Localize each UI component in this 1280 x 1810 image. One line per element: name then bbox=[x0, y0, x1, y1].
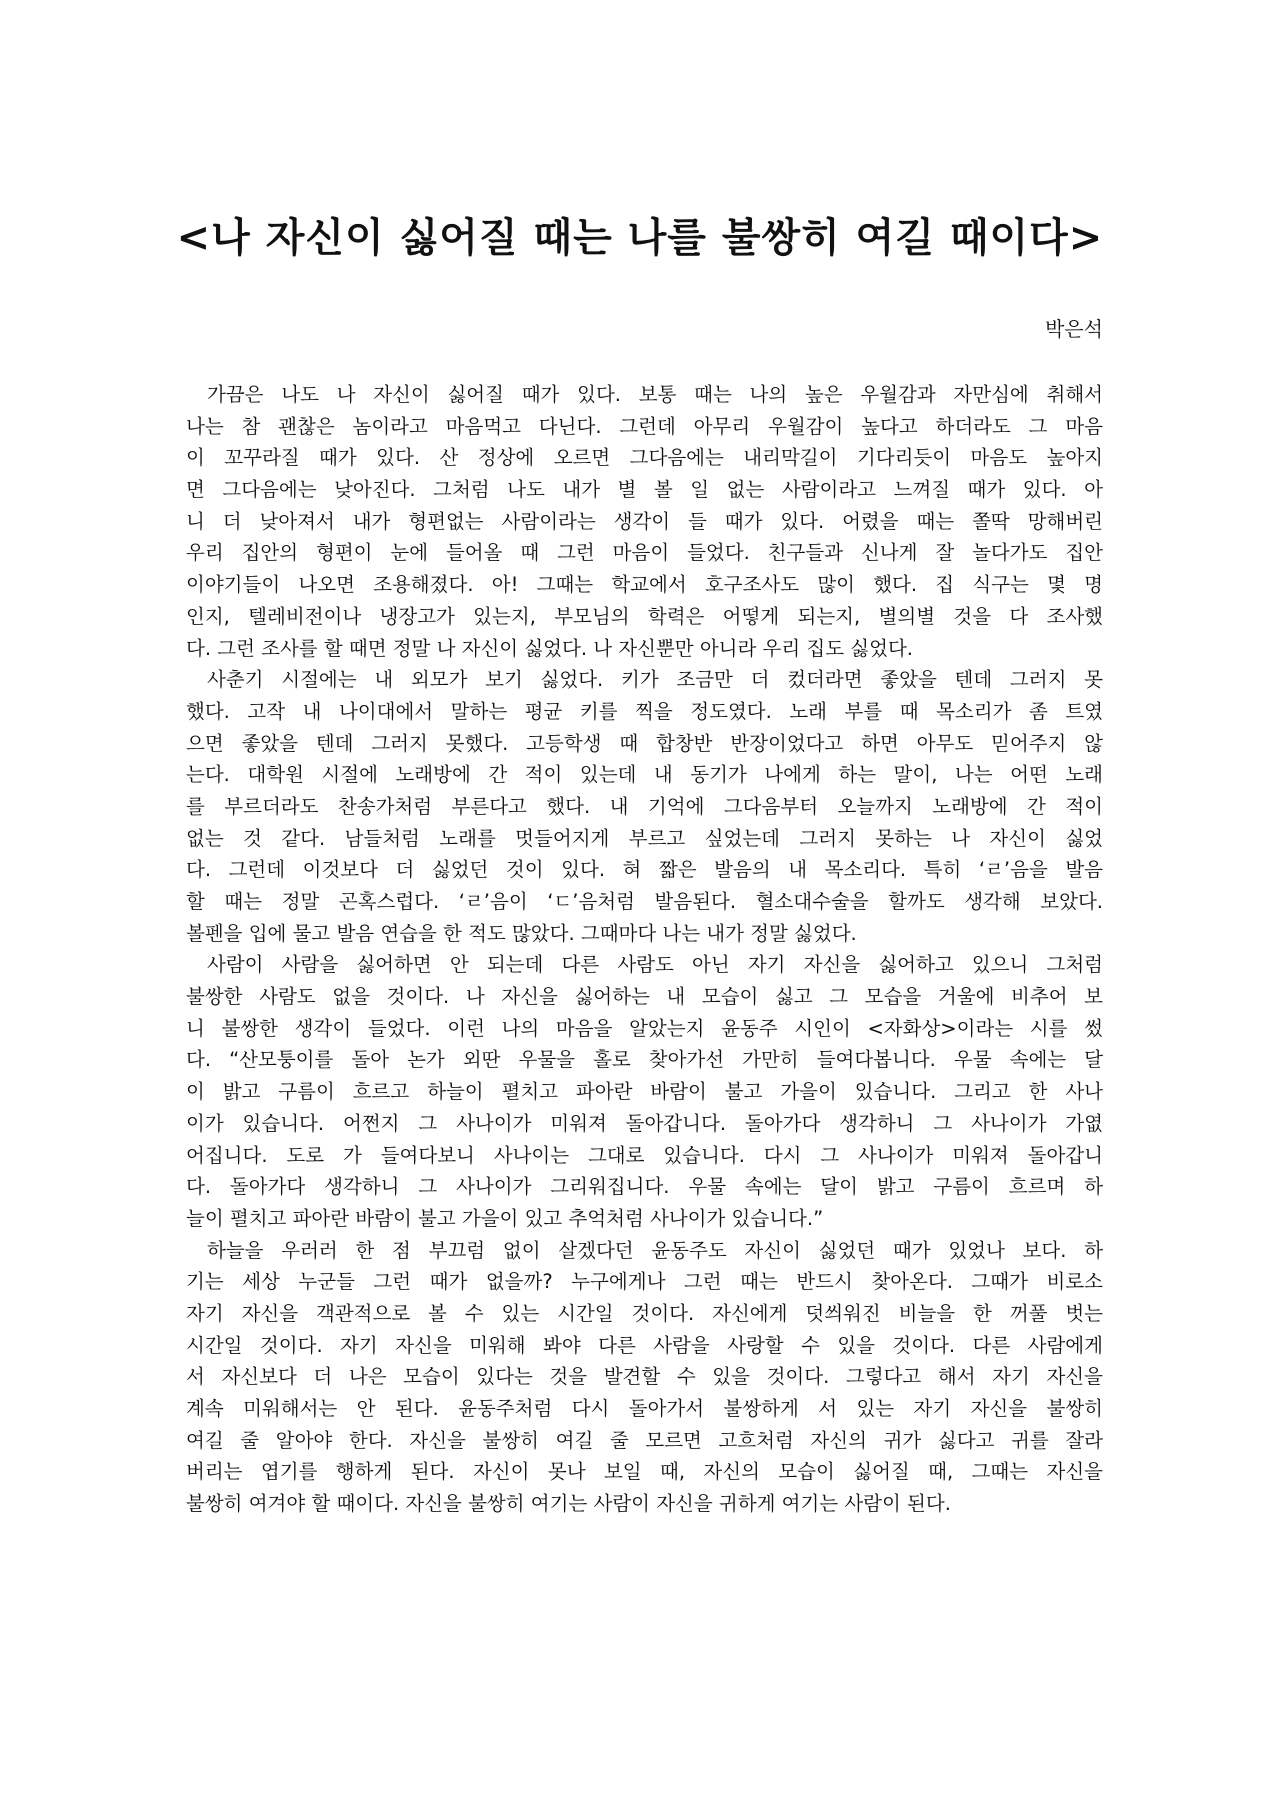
text-line: 가끔은 나도 나 자신이 싫어질 때가 있다. 보통 때는 나의 높은 우월감과 자만심에 취해서 bbox=[207, 383, 1103, 406]
text-line: 할 때는 정말 곤혹스럽다. ‘ㄹ’음이 ‘ㄷ’음처럼 발음된다. 혈소대수술을 할까도 생각해 보았다. bbox=[186, 890, 1103, 913]
text-line: 시간일 것이다. 자기 자신을 미워해 봐야 다른 사람을 사랑할 수 있을 것이다. 다른 사람에게 bbox=[186, 1333, 1103, 1357]
text-line: 불쌍히 여겨야 할 때이다. 자신을 불쌍히 여기는 사람이 자신을 귀하게 여기는 사람이 된다. bbox=[186, 1492, 951, 1516]
text-line: 이 밝고 구름이 흐르고 하늘이 펼치고 파아란 바람이 불고 가을이 있습니다. 그리고 한 사나 bbox=[186, 1080, 1103, 1104]
text-line: 이 꼬꾸라질 때가 있다. 산 정상에 오르면 그다음에는 내리막길이 기다리듯이 마음도 높아지 bbox=[186, 446, 1103, 470]
paragraph bbox=[186, 1235, 1103, 1520]
text-line: 면 그다음에는 낮아진다. 그처럼 나도 내가 별 볼 일 없는 사람이라고 느껴질 때가 있다. 아 bbox=[186, 478, 1103, 502]
text-line: 없는 것 같다. 남들처럼 노래를 멋들어지게 부르고 싶었는데 그러지 못하는 나 자신이 싫었 bbox=[186, 826, 1103, 850]
text-line: 니 더 낮아져서 내가 형편없는 사람이라는 생각이 들 때가 있다. 어렸을 때는 쫄딱 망해버린 bbox=[186, 509, 1103, 533]
text-line: 하늘을 우러러 한 점 부끄럼 없이 살겠다던 윤동주도 자신이 싫었던 때가 있었나 보다. 하 bbox=[207, 1238, 1103, 1262]
text-line: 볼펜을 입에 물고 발음 연습을 한 적도 많았다. 그때마다 나는 내가 정말 싫었다. bbox=[186, 921, 857, 945]
text-line: 계속 미워해서는 안 된다. 윤동주처럼 다시 돌아가서 불쌍하게 서 있는 자기 자신을 불쌍히 bbox=[186, 1397, 1103, 1420]
text-line: 기는 세상 누군들 그런 때가 없을까? 누구에게나 그런 때는 반드시 찾아온다. 그때가 비로소 bbox=[186, 1270, 1103, 1294]
text-line: 서 자신보다 더 나은 모습이 있다는 것을 발견할 수 있을 것이다. 그렇다고 해서 자기 자신을 bbox=[186, 1365, 1103, 1389]
text-line: 으면 좋았을 텐데 그러지 못했다. 고등학생 때 합창반 반장이었다고 하면 아무도 믿어주지 않 bbox=[186, 731, 1103, 755]
text-line: 다. “산모퉁이를 돌아 논가 외딴 우물을 홀로 찾아가선 가만히 들여다봅니다. 우물 속에는 달 bbox=[186, 1048, 1103, 1072]
text-line: 를 부르더라도 찬송가처럼 부른다고 했다. 내 기억에 그다음부터 오늘까지 노래방에 간 적이 bbox=[186, 794, 1103, 818]
text-line: 다. 그런 조사를 할 때면 정말 나 자신이 싫었다. 나 자신뿐만 아니라 우리 집도 싫었다. bbox=[186, 636, 913, 660]
text-line: 다. 그런데 이것보다 더 싫었던 것이 있다. 혀 짧은 발음의 내 목소리다. 특히 ‘ㄹ’음을 발음 bbox=[186, 858, 1103, 882]
text-line: 여길 줄 알아야 한다. 자신을 불쌍히 여길 줄 모르면 고흐처럼 자신의 귀가 싫다고 귀를 잘라 bbox=[186, 1428, 1103, 1452]
text-line: 자기 자신을 객관적으로 볼 수 있는 시간일 것이다. 자신에게 덧씌워진 비늘을 한 꺼풀 벗는 bbox=[186, 1301, 1103, 1325]
paragraph bbox=[186, 379, 1103, 664]
text-line: 는다. 대학원 시절에 노래방에 간 적이 있는데 내 동기가 나에게 하는 말이, 나는 어떤 노래 bbox=[186, 763, 1103, 787]
text-line: 사춘기 시절에는 내 외모가 보기 싫었다. 키가 조금만 더 컸더라면 좋았을 텐데 그러지 못 bbox=[207, 668, 1103, 692]
text-line: 우리 집안의 형편이 눈에 들어올 때 그런 마음이 들었다. 친구들과 신나게 잘 놀다가도 집안 bbox=[186, 541, 1103, 565]
text-line: 불쌍한 사람도 없을 것이다. 나 자신을 싫어하는 내 모습이 싫고 그 모습을 거울에 비추어 보 bbox=[186, 985, 1103, 1009]
essay-body bbox=[186, 379, 1103, 1520]
text-line: 인지, 텔레비전이나 냉장고가 있는지, 부모님의 학력은 어떻게 되는지, 별의별 것을 다 조사했 bbox=[186, 604, 1103, 628]
text-line: 사람이 사람을 싫어하면 안 되는데 다른 사람도 아닌 자기 자신을 싫어하고 있으니 그처럼 bbox=[207, 953, 1103, 977]
text-line: 했다. 고작 내 나이대에서 말하는 평균 키를 찍을 정도였다. 노래 부를 때 목소리가 좀 트였 bbox=[186, 699, 1103, 723]
author-name: 박은석 bbox=[1045, 317, 1103, 341]
text-line: 이가 있습니다. 어쩐지 그 사나이가 미워져 돌아갑니다. 돌아가다 생각하니 그 사나이가 가엾 bbox=[186, 1111, 1103, 1135]
text-line: 나는 참 괜찮은 놈이라고 마음먹고 다닌다. 그런데 아무리 우월감이 높다고 하더라도 그 마음 bbox=[186, 414, 1103, 438]
text-line: 다. 돌아가다 생각하니 그 사나이가 그리워집니다. 우물 속에는 달이 밝고 구름이 흐르며 하 bbox=[186, 1175, 1103, 1199]
paragraph bbox=[186, 949, 1103, 1234]
text-line: 늘이 펼치고 파아란 바람이 불고 가을이 있고 추억처럼 사나이가 있습니다.” bbox=[186, 1206, 824, 1230]
text-line: 이야기들이 나오면 조용해졌다. 아! 그때는 학교에서 호구조사도 많이 했다. 집 식구는 몇 명 bbox=[186, 573, 1103, 597]
text-line: 어집니다. 도로 가 들여다보니 사나이는 그대로 있습니다. 다시 그 사나이가 미워져 돌아갑니 bbox=[186, 1143, 1103, 1167]
document-title: <나 자신이 싫어질 때는 나를 불쌍히 여길 때이다> bbox=[176, 214, 1104, 261]
paragraph bbox=[186, 664, 1103, 949]
text-line: 니 불쌍한 생각이 들었다. 이런 나의 마음을 알았는지 윤동주 시인이 <자화상>이라는 시를 썼 bbox=[186, 1016, 1103, 1040]
text-line: 버리는 엽기를 행하게 된다. 자신이 못나 보일 때, 자신의 모습이 싫어질 때, 그때는 자신을 bbox=[186, 1460, 1103, 1484]
